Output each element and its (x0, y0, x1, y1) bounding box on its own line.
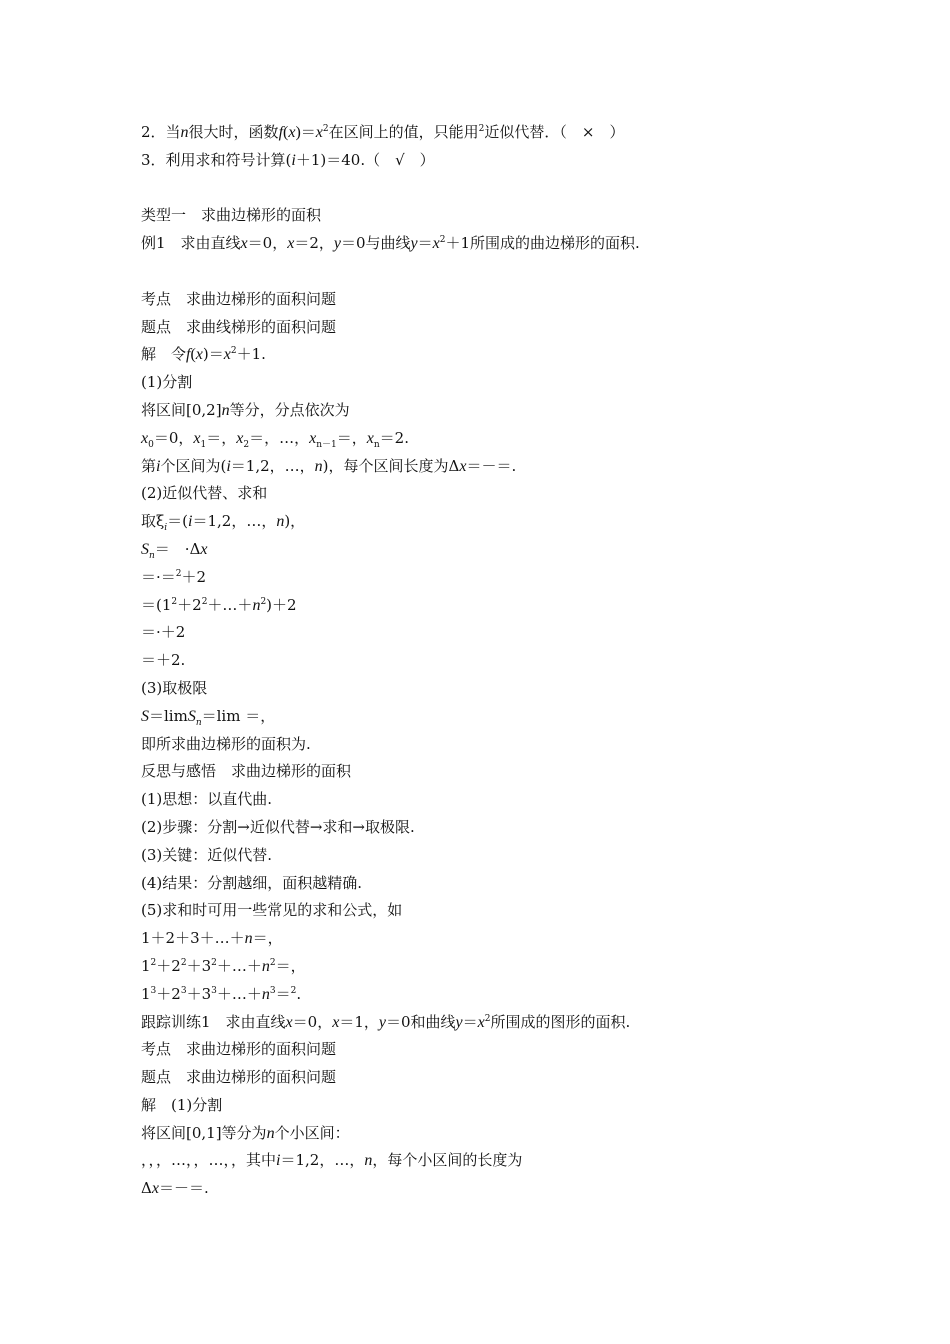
exponent: 2 (322, 124, 329, 134)
text: ( (190, 346, 196, 364)
text: ( (283, 124, 289, 141)
subscript: n (373, 439, 380, 450)
var: x (459, 457, 467, 475)
var: n (261, 985, 270, 1003)
text: 等分，分点依次为 (229, 400, 350, 419)
subscript: 2 (243, 439, 250, 450)
text: 1 (141, 956, 151, 975)
text: ＋2 (156, 984, 181, 1003)
text: ＋…＋ (216, 956, 262, 975)
exponent: 2 (260, 596, 267, 607)
var: x (287, 235, 295, 253)
var: x (366, 429, 374, 447)
reflection-point-1: (1)思想：以直代曲. (141, 790, 273, 809)
text: ，，，…，，…，，其中 (141, 1151, 277, 1170)
text: ＝， (275, 956, 306, 975)
text: ＝0， (153, 428, 194, 447)
text: )＝ (202, 345, 224, 364)
var: x (193, 429, 201, 447)
practice-length-line (141, 1175, 841, 1203)
reflection-title: 反思与感悟 求曲边梯形的面积 (141, 762, 352, 781)
equation-step-3: ＝·＋2 (141, 623, 186, 642)
text: 解 令 (141, 345, 187, 364)
text: ＋1所围成的曲边梯形的面积. (445, 234, 640, 253)
text: ＋2 (156, 956, 181, 975)
text: . (296, 984, 302, 1003)
text: ＝， (336, 428, 367, 447)
text: ＝0， (292, 1012, 333, 1031)
text: 跟踪训练1 求由直线 (141, 1012, 286, 1031)
text: 第 (141, 456, 157, 475)
text: ＝( (167, 512, 189, 531)
var: x (223, 346, 231, 364)
section-heading: 类型一 求曲边梯形的面积 (141, 206, 322, 225)
text: ＝ (275, 984, 291, 1003)
text: ＝2. (379, 428, 409, 447)
interval-line (141, 453, 841, 481)
text: ＝1,2，…， (280, 1151, 365, 1170)
text: 2．当 (141, 123, 181, 141)
division-points (141, 425, 841, 453)
var: S (187, 707, 196, 725)
exponent: 2 (230, 346, 237, 357)
text: ＝ ·Δ (154, 539, 201, 558)
text: Δ (141, 1179, 152, 1198)
text: ＝ (300, 123, 316, 141)
var: i (276, 1152, 281, 1170)
reflection-point-5: (5)求和时可用一些常见的求和公式，如 (141, 901, 403, 920)
text: ＋1)＝40.（ √ ） (295, 150, 435, 169)
var: n (180, 124, 189, 141)
text: 1 (141, 984, 151, 1003)
exponent: 3 (180, 985, 187, 996)
exponent: 2 (484, 1013, 491, 1024)
exponent: 3 (150, 985, 157, 996)
var: n (314, 457, 323, 475)
var: S (141, 540, 149, 558)
var: i (188, 513, 193, 531)
exponent: 3 (211, 985, 217, 996)
text: ＝1,2，…， (192, 512, 277, 531)
text: ＝(1 (141, 595, 172, 614)
reflection-point-3: (3)关键：近似代替. (141, 845, 273, 864)
var: x (240, 235, 248, 253)
reflection-point-2: (2)步骤：分割→近似代替→求和→取极限. (141, 817, 415, 836)
text: ＝lim (149, 706, 188, 725)
var: x (288, 124, 296, 141)
text: ＋2 (177, 595, 202, 614)
text: 在区间上的值，只能用 (328, 123, 479, 141)
exponent: 2 (150, 957, 157, 968)
judge-item-2 (141, 119, 841, 147)
text: ＋3 (186, 984, 212, 1003)
subscript: n－1 (316, 439, 337, 450)
text: ＝0与曲线 (340, 234, 411, 253)
spacer (141, 258, 841, 286)
equation-step-2 (141, 592, 841, 620)
tidian-line: 题点 求曲线梯形的面积问题 (141, 317, 337, 336)
text: 取ξ (141, 512, 165, 531)
limit-line (141, 703, 841, 731)
sn-line (141, 536, 841, 564)
step-2-label: (2)近似代替、求和 (141, 484, 268, 503)
var: S (141, 707, 149, 725)
subscript: 0 (148, 439, 154, 450)
exponent: 2 (201, 596, 208, 607)
text: )＋2 (266, 595, 297, 614)
text: 很大时，函数 (188, 123, 279, 141)
divide-line (141, 397, 841, 425)
subscript: n (149, 550, 155, 561)
text: 将区间[0,1]等分为 (141, 1123, 267, 1142)
text: ＝1， (339, 1012, 379, 1031)
text: 个小区间： (274, 1123, 350, 1142)
practice-tidian: 题点 求曲边梯形的面积问题 (141, 1068, 337, 1087)
exponent: 2 (171, 596, 178, 607)
var: y (455, 1013, 463, 1031)
subscript: 1 (200, 439, 207, 450)
var: x (151, 1180, 159, 1198)
var: y (378, 1013, 386, 1031)
var: n (221, 401, 230, 419)
var: i (291, 151, 296, 169)
text: ) (295, 124, 301, 141)
exponent: 2 (439, 235, 446, 246)
text: ＝ (462, 1012, 478, 1031)
var: n (364, 1152, 373, 1170)
text: ，每个小区间的长度为 (372, 1151, 523, 1170)
var: y (333, 235, 341, 253)
var: n (261, 957, 270, 975)
result-line: 即所求曲边梯形的面积为. (141, 734, 311, 753)
text: )， (284, 512, 306, 531)
var: x (315, 124, 323, 141)
text: ＝，…， (249, 428, 310, 447)
exponent: 2 (180, 957, 187, 968)
text: 将区间[0,2] (141, 400, 222, 419)
var: n (252, 596, 261, 614)
var: x (477, 1013, 485, 1031)
equation-step-4: ＝＋2. (141, 651, 186, 670)
text: ＝0和曲线 (385, 1012, 456, 1031)
exponent: 2 (269, 957, 276, 968)
text: ＝1,2，…， (230, 456, 315, 475)
spacer (141, 175, 841, 203)
var: x (200, 540, 208, 558)
practice-subintervals (141, 1147, 841, 1175)
practice-kaodian: 考点 求曲边梯形的面积问题 (141, 1040, 337, 1059)
text: )，每个区间长度为Δ (322, 456, 460, 475)
var: f (278, 124, 284, 141)
practice-divide-line (141, 1120, 841, 1148)
var: i (226, 457, 231, 475)
solution-intro (141, 341, 841, 369)
text: ＝2， (294, 234, 334, 253)
text: ＋2 (181, 567, 207, 586)
exponent: 2 (478, 124, 485, 134)
var: x (285, 1013, 293, 1031)
text: ＝， (252, 929, 283, 948)
reflection-point-4: (4)结果：分割越细，面积越精确. (141, 873, 363, 892)
text: 所围成的图形的面积. (490, 1012, 631, 1031)
var: x (309, 429, 317, 447)
var: n (266, 1124, 275, 1142)
text: ＝ (417, 234, 433, 253)
text: 个区间为( (160, 456, 227, 475)
practice-solution-step-1: 解 (1)分割 (141, 1095, 223, 1114)
xi-line (141, 508, 841, 536)
text: ＋1. (236, 345, 266, 364)
sum-formula-2 (141, 953, 841, 981)
var: x (236, 429, 244, 447)
kaodian-line: 考点 求曲边梯形的面积问题 (141, 289, 337, 308)
text: ＋…＋ (216, 984, 262, 1003)
exponent: 2 (211, 957, 217, 968)
sum-formula-3 (141, 981, 841, 1009)
exponent: 2 (290, 985, 297, 996)
text: ＝0， (247, 234, 288, 253)
sum-formula-1 (141, 925, 841, 953)
text: ＝·＝ (141, 567, 176, 586)
text: 1＋2＋3＋…＋ (141, 929, 245, 948)
text: ＋…＋ (207, 595, 253, 614)
subscript: i (164, 523, 168, 534)
equation-step-1 (141, 564, 841, 592)
document-body (141, 119, 841, 1203)
exponent: 2 (175, 568, 182, 579)
text: 例1 求由直线 (141, 234, 241, 253)
text: ＝lim ＝， (201, 706, 276, 725)
judge-item-3 (141, 147, 841, 175)
var: x (432, 235, 440, 253)
var: y (410, 235, 418, 253)
var: n (244, 930, 253, 948)
text: ＝－＝. (466, 456, 517, 475)
example-1 (141, 230, 841, 258)
text: ＝－＝. (158, 1179, 209, 1198)
var: i (156, 457, 161, 475)
text: 近似代替．（ × ） (484, 123, 625, 141)
var: x (141, 429, 149, 447)
subscript: n (195, 717, 202, 728)
text: ＝， (206, 428, 237, 447)
step-1-label: (1)分割 (141, 373, 193, 392)
var: f (186, 346, 191, 364)
step-3-label: (3)取极限 (141, 678, 208, 697)
var: n (276, 513, 285, 531)
exponent: 3 (269, 985, 276, 996)
var: x (195, 346, 203, 364)
var: x (332, 1013, 340, 1031)
practice-1-title (141, 1009, 841, 1037)
text: 3．利用求和符号计算( (141, 150, 292, 169)
text: ＋3 (186, 956, 212, 975)
